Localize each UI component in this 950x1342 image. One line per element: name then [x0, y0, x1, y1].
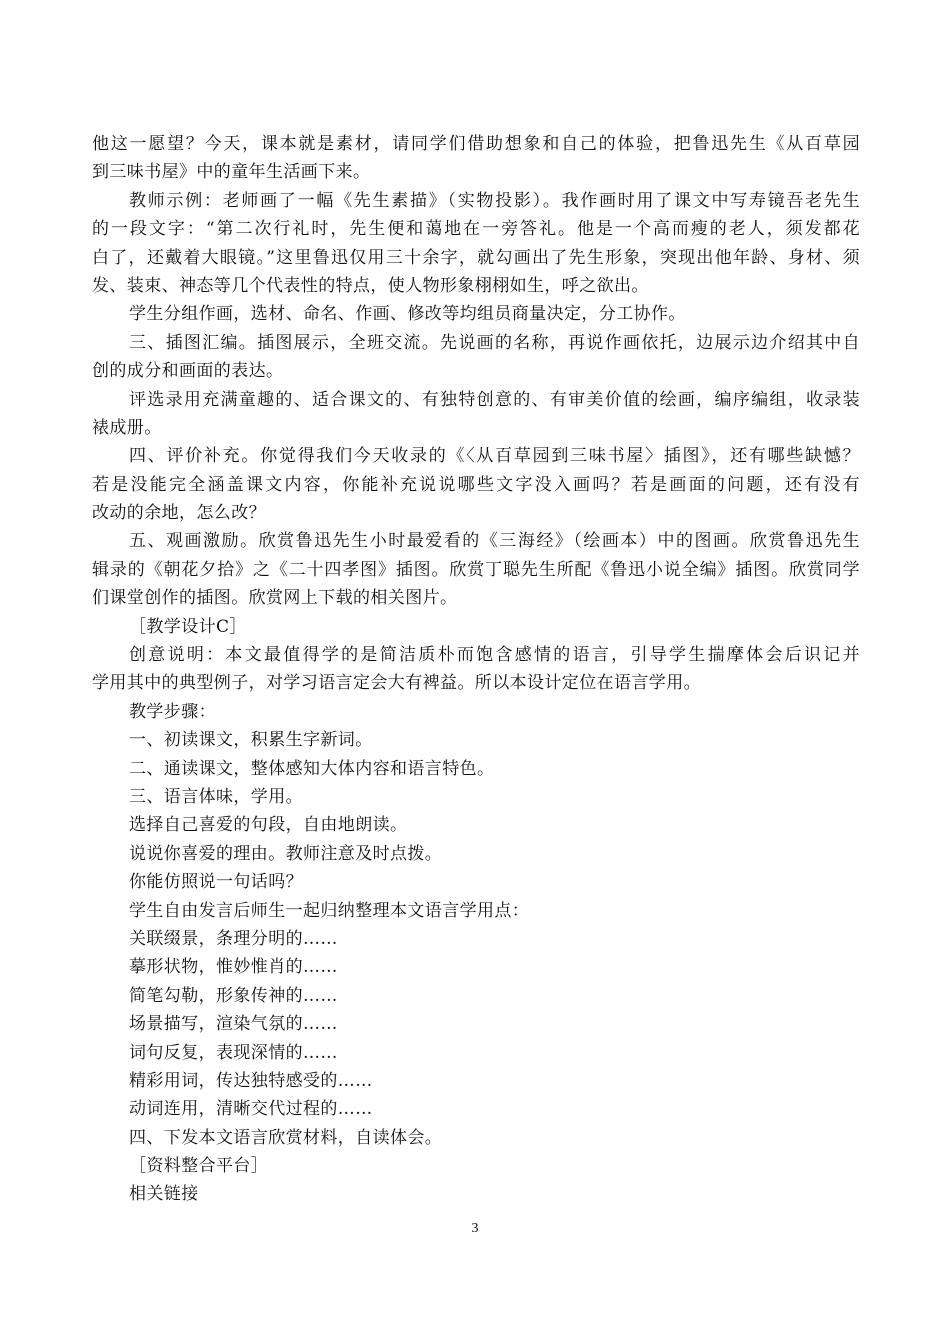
text-line: 说说你喜爱的理由。教师注意及时点拨。 [129, 843, 443, 864]
text-line: 裱成册。 [92, 417, 162, 438]
text-line: 辑录的《朝花夕拾》之《二十四孝图》插图。欣赏丁聪先生所配《鲁迅小说全编》插图。欣赏同学 [92, 559, 860, 580]
text-line: 选择自己喜爱的句段，自由地朗读。 [129, 815, 408, 836]
text-line: 相关链接 [129, 1184, 199, 1205]
text-line: 教师示例：老师画了一幅《先生素描》（实物投影）。我作画时用了课文中写寿镜吾老先生 [129, 190, 860, 211]
text-line: 四、下发本文语言欣赏材料，自读体会。 [129, 1127, 443, 1148]
text-line: 五、观画激励。欣赏鲁迅先生小时最爱看的《三海经》（绘画本）中的图画。欣赏鲁迅先生 [129, 531, 860, 552]
text-line: 二、通读课文，整体感知大体内容和语言特色。 [129, 758, 495, 779]
text-line: 到三味书屋》中的童年生活画下来。 [92, 162, 371, 183]
text-line: 学生分组作画，选材、命名、作画、修改等均组员商量决定，分工协作。 [129, 304, 686, 325]
text-line: 他这一愿望？今天，课本就是素材，请同学们借助想象和自己的体验，把鲁迅先生《从百草园 [92, 134, 860, 154]
text-line: 改动的余地，怎么改？ [92, 503, 266, 524]
list-item: 精彩用词，传达独特感受的…… [129, 1070, 373, 1091]
text-line: 教学步骤： [129, 701, 216, 722]
text-line: 若是没能完全涵盖课文内容，你能补充说说哪些文字没入画吗？若是画面的问题，还有没有 [92, 474, 860, 495]
page-number: 3 [471, 1221, 479, 1236]
list-item: 关联缀景，条理分明的…… [129, 928, 338, 949]
text-line: 发、装束、神态等几个代表性的特点，使人物形象栩栩如生，呼之欲出。 [92, 275, 649, 296]
list-item: 摹形状物，惟妙惟肖的…… [129, 957, 338, 978]
text-line: 的一段文字：“第二次行礼时，先生便和蔼地在一旁答礼。他是一个高而瘦的老人，须发都花 [92, 219, 860, 240]
section-heading: ［资料整合平台］ [129, 1156, 269, 1177]
text-line: 学生自由发言后师生一起归纳整理本文语言学用点： [129, 900, 530, 921]
list-item: 动词连用，清晰交代过程的…… [129, 1099, 373, 1120]
text-line: 创的成分和画面的表达。 [92, 361, 284, 382]
section-heading: ［教学设计C］ [129, 616, 247, 637]
text-line: 白了，还戴着大眼镜。”这里鲁迅仅用三十余字，就勾画出了先生形象，突现出他年龄、身材、须 [92, 247, 860, 268]
text-line: 三、语言体味，学用。 [129, 786, 303, 807]
text-line: 们课堂创作的插图。欣赏网上下载的相关图片。 [92, 588, 458, 609]
body-text [92, 130, 860, 1209]
text-line: 创意说明：本文最值得学的是简洁质朴而饱含感情的语言，引导学生揣摩体会后识记并 [129, 645, 860, 666]
text-line: 四、评价补充。你觉得我们今天收录的《〈从百草园到三味书屋〉插图》，还有哪些缺憾？ [129, 446, 860, 467]
text-line: 一、初读课文，积累生字新词。 [129, 730, 373, 751]
text-line: 学用其中的典型例子，对学习语言定会大有裨益。所以本设计定位在语言学用。 [92, 673, 701, 694]
list-item: 词句反复，表现深情的…… [129, 1042, 338, 1063]
list-item: 简笔勾勒，形象传神的…… [129, 985, 338, 1006]
text-line: 评选录用充满童趣的、适合课文的、有独特创意的、有审美价值的绘画，编序编组，收录装 [129, 389, 860, 410]
list-item: 场景描写，渲染气氛的…… [129, 1014, 338, 1035]
text-line: 你能仿照说一句话吗？ [129, 872, 303, 893]
text-line: 三、插图汇编。插图展示，全班交流。先说画的名称，再说作画依托，边展示边介绍其中自 [129, 332, 860, 353]
